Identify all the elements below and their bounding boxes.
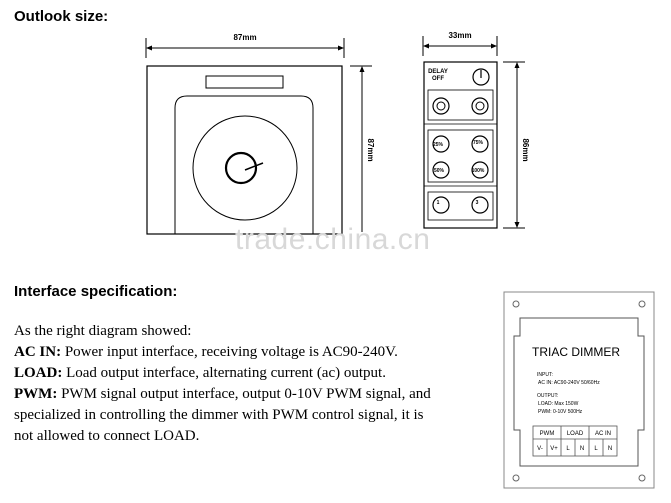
spec-load-text: Load output interface, alternating current (ac) output. (62, 365, 386, 381)
terminal-load-n: N (579, 446, 585, 452)
module-title: TRIAC DIMMER (532, 345, 620, 359)
spec-pwm-text2: specialized in controlling the dimmer with PWM control signal, it is (14, 407, 424, 423)
spec-text (14, 321, 431, 447)
triac-module-diagram (504, 292, 654, 488)
watermark: trade.china.cn (235, 223, 431, 256)
module-output-label: OUTPUT: (537, 393, 559, 399)
interface-title: Interface specification: (14, 283, 178, 300)
front-height-label: 87mm (366, 138, 375, 162)
terminal-v-plus: V+ (550, 446, 558, 452)
p100-label: 100% (471, 168, 485, 174)
b3-label: 3 (475, 200, 479, 206)
module-header-load: LOAD (566, 431, 584, 437)
spec-load-key: LOAD: (14, 365, 63, 381)
terminal-acin-l: L (594, 446, 598, 452)
side-width-label: 33mm (448, 31, 472, 40)
spec-ac-text: Power input interface, receiving voltage is AC90-240V. (61, 344, 398, 360)
spec-pwm-text1: PWM signal output interface, output 0-10V PWM signal, and (57, 386, 431, 402)
module-input-value: AC IN: AC90-240V 50/60Hz (538, 380, 600, 386)
spec-ac-line (14, 342, 431, 363)
module-pwm-value: PWM: 0-10V 500Hz (538, 409, 583, 415)
b1-label: 1 (436, 200, 440, 206)
p75-label: 75% (472, 140, 484, 146)
spec-pwm-line (14, 384, 431, 405)
delay-label: DELAY (428, 69, 448, 75)
side-view (423, 31, 530, 228)
module-header-pwm: PWM (539, 431, 555, 437)
terminal-v-minus: V- (537, 446, 543, 452)
front-view (146, 33, 375, 234)
module-header-acin: AC IN (594, 431, 612, 437)
off-label: OFF (432, 76, 444, 82)
module-input-label: INPUT: (537, 372, 553, 378)
outlook-title: Outlook size: (14, 8, 109, 25)
spec-intro: As the right diagram showed: (14, 323, 192, 339)
p25-label: 25% (432, 142, 444, 148)
spec-load-line (14, 363, 431, 384)
module-load-value: LOAD: Max 150W (538, 401, 579, 407)
spec-ac-key: AC IN: (14, 344, 62, 360)
side-height-label: 86mm (521, 138, 530, 162)
p50-label: 50% (433, 168, 445, 174)
spec-pwm-key: PWM: (14, 386, 58, 402)
terminal-acin-n: N (607, 446, 613, 452)
front-width-label: 87mm (233, 33, 257, 42)
terminal-load-l: L (566, 446, 570, 452)
spec-pwm-text3: not allowed to connect LOAD. (14, 428, 200, 444)
